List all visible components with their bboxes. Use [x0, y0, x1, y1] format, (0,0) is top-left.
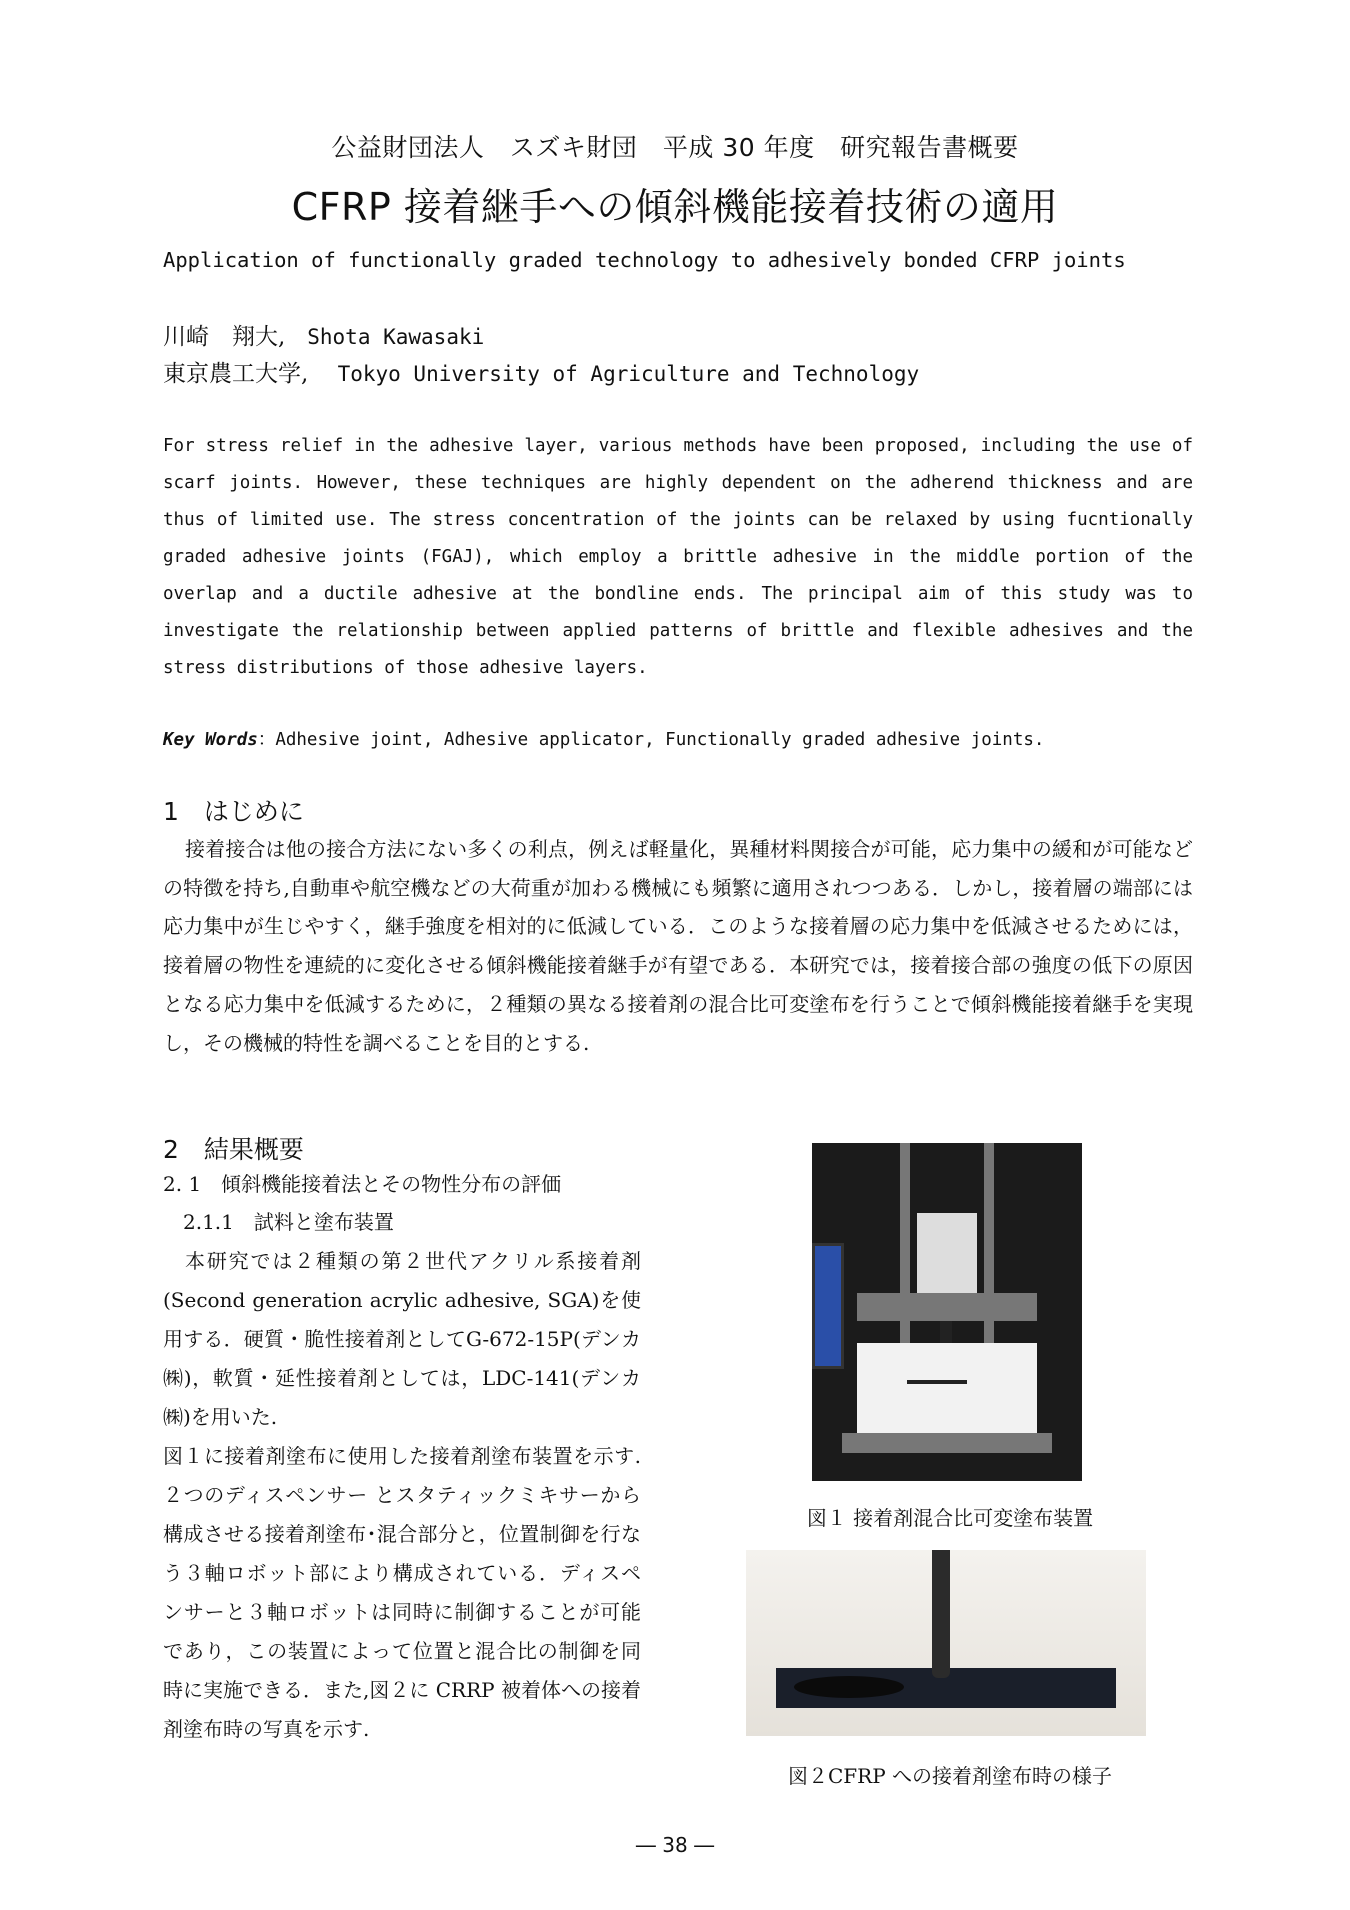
affiliation-line [163, 355, 919, 388]
subsection-2-1-1-heading: 2.1.1 試料と塗布装置 [183, 1210, 394, 1234]
figure-1-caption: 図１ 接着剤混合比可変塗布装置 [806, 1506, 1094, 1530]
section-2-body [163, 1242, 641, 1749]
paper-subtitle-english: Application of functionally graded technology to adhesively bonded CFRP joints [163, 248, 1126, 272]
figure-2-application-photo [746, 1550, 1146, 1736]
report-header: 公益財団法人 スズキ財団 平成 30 年度 研究報告書概要 [331, 133, 1019, 162]
figure-1-applicator-photo [812, 1143, 1082, 1481]
section-2-paragraph-2: 図１に接着剤塗布に使用した接着剤塗布装置を示す.２つのディスペンサー とスタティックミキサーから構成させる接着剤塗布･混合部分と，位置制御を行なう３軸ロボット部により構成されている．ディスペンサーと３軸ロボットは同時に制御することが可能であり，この装置によって位置と混合比の制御を同時に実施できる．また,図２に CRRP 被着体への接着剤塗布時の写真を示す. [163, 1444, 641, 1741]
section-1-body [163, 830, 1193, 1062]
keywords-text: Adhesive joint, Adhesive applicator, Functionally graded adhesive joints. [275, 730, 1045, 750]
figure-2-caption: 図２CFRP への接着剤塗布時の様子 [787, 1764, 1113, 1788]
author-name-en: Shota Kawasaki [307, 325, 485, 349]
subsection-2-1-heading: 2. 1 傾斜機能接着法とその物性分布の評価 [163, 1172, 562, 1196]
author-line [163, 318, 484, 351]
keywords-separator: ： [257, 730, 276, 750]
abstract: For stress relief in the adhesive layer, various methods have been proposed, including the use of scarf joints. However, these techniques are highly dependent on the adherend thickness and are thus of limited use. The stress concentration of the joints can be relaxed by using fucntionally graded adhesive joints (FGAJ), which employ a brittle adhesive in the middle portion of the overlap and a ductile adhesive at the bondline ends. The principal aim of this study was to investigate the relationship between applied patterns of brittle and flexible adhesives and the stress distributions of those adhesive layers. [163, 436, 1193, 678]
affiliation-en: Tokyo University of Agriculture and Technology [337, 362, 920, 386]
section-1-heading: 1 はじめに [163, 797, 304, 826]
affiliation-jp: 東京農工大学, [163, 361, 309, 387]
section-1-paragraph: 接着接合は他の接合方法にない多くの利点，例えば軽量化，異種材料関接合が可能，応力集中の緩和が可能などの特徴を持ち,自動車や航空機などの大荷重が加わる機械にも頻繁に適用されつつある．しかし，接着層の端部には応力集中が生じやすく，継手強度を相対的に低減している．このような接着層の応力集中を低減させるためには，接着層の物性を連続的に変化させる傾斜機能接着継手が有望である．本研究では，接着接合部の強度の低下の原因となる応力集中を低減するために，２種類の異なる接着剤の混合比可変塗布を行うことで傾斜機能接着継手を実現し，その機械的特性を調べることを目的とする. [163, 837, 1193, 1055]
section-2-heading: 2 結果概要 [163, 1135, 304, 1164]
keywords-line [163, 726, 1193, 751]
section-2-paragraph-1: 本研究では２種類の第２世代アクリル系接着剤(Second generation acrylic adhesive, SGA)を使用する．硬質・脆性接着剤としてG-672-15P(デンカ㈱)，軟質・延性接着剤としては，LDC-141(デンカ㈱)を用いた. [163, 1249, 641, 1429]
author-name-jp: 川崎 翔大, [163, 324, 286, 350]
page-number: ― 38 ― [635, 1833, 715, 1857]
keywords-label: Key Words [163, 730, 258, 750]
paper-title: CFRP 接着継手への傾斜機能接着技術の適用 [291, 185, 1059, 229]
